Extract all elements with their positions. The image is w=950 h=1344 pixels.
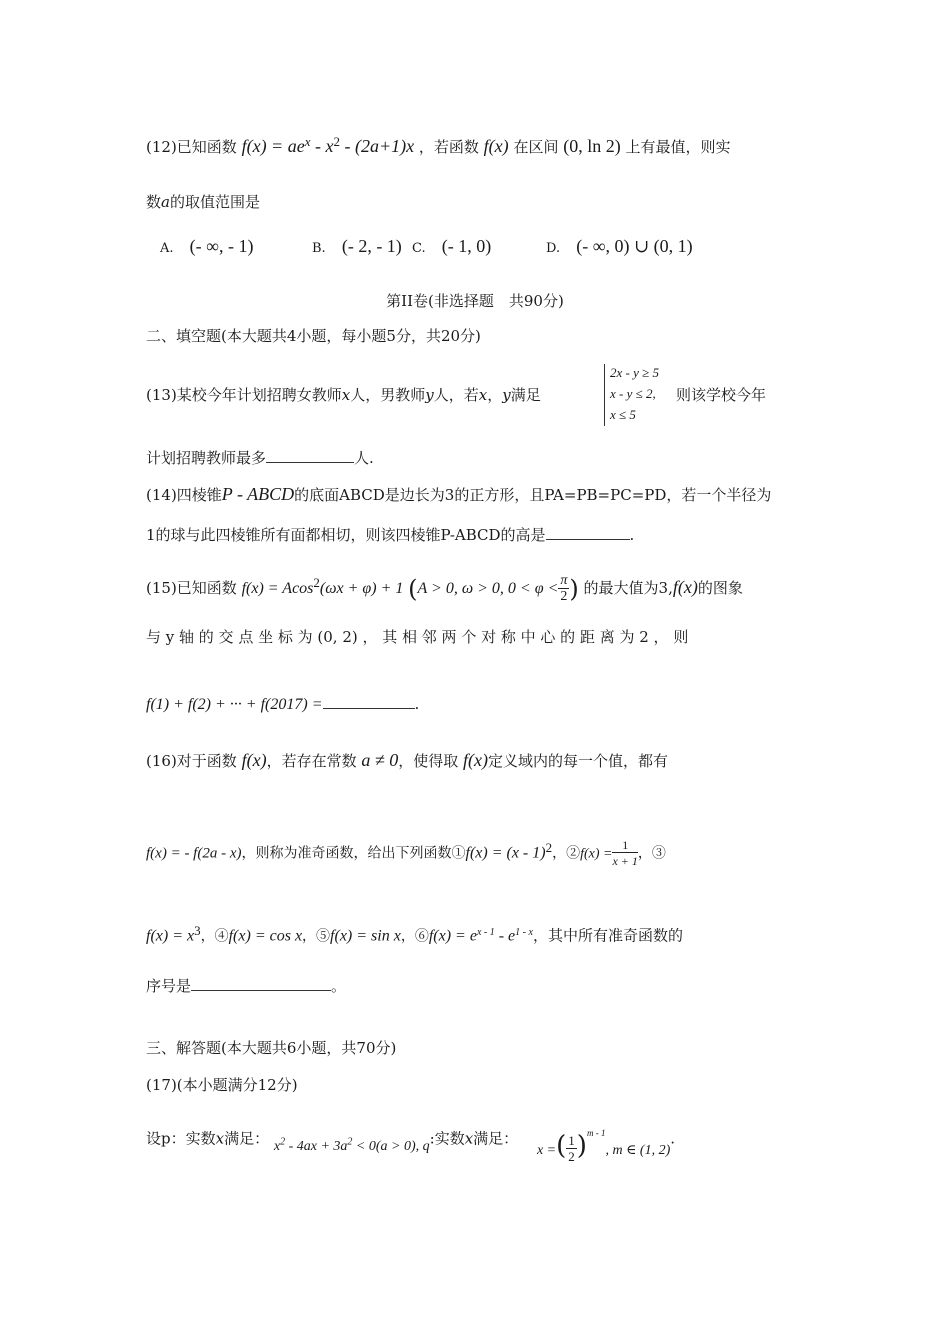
q12-option-b-value: (- 2, - 1): [341, 236, 402, 256]
q16-line4-text: 序号是: [146, 977, 192, 995]
q12-line2-var: a: [161, 193, 170, 211]
q17-text-a: 设p：实数: [146, 1129, 216, 1148]
q16-sep-5: ，⑤: [302, 928, 331, 945]
q16-function-3: f(x) = x: [146, 927, 195, 945]
q16-definition: f(x) = - f(2a - x): [146, 845, 242, 862]
q12-suffix: 上有最值，则实: [625, 138, 731, 156]
q13-var-x-2: x: [478, 386, 488, 404]
q12-interval: (0, ln 2): [563, 136, 621, 156]
q12-f2: f(x): [483, 136, 509, 156]
q16-line1: [146, 750, 668, 771]
q12-option-a-label: A.: [160, 241, 174, 256]
q17-ineq-rest: - 4ax + 3a: [285, 1138, 348, 1154]
q12-prefix: (12)已知函数: [146, 138, 237, 156]
q16-sep-2: ，②: [552, 845, 581, 862]
q16-function-6-mid: - e: [494, 927, 516, 945]
q16-answer-blank[interactable]: [191, 976, 331, 991]
q13-answer-blank[interactable]: [266, 448, 354, 463]
q14-pyramid: P - ABCD: [221, 484, 295, 504]
q17-half-numerator: 1: [568, 1133, 575, 1148]
q16-line4: [146, 976, 346, 996]
q13-text-b: 人，男教师: [350, 386, 426, 404]
q16-function-6: f(x) = e: [428, 927, 477, 945]
q17-text-d: 满足：: [473, 1129, 519, 1148]
q14-line2-text: 1的球与此四棱锥所有面都相切，则该四棱锥P-ABCD的高是: [146, 526, 546, 544]
q16-function-2: f(x) =: [580, 846, 613, 862]
q12-option-b: [312, 236, 402, 259]
q13-line2-text: 计划招聘教师最多: [146, 449, 267, 467]
q13-text-a: (13)某校今年计划招聘女教师: [146, 386, 342, 404]
q12-option-c: [412, 236, 491, 259]
q17-text-c: :实数: [429, 1129, 465, 1148]
q16-sep-4: ，④: [200, 928, 229, 945]
q16-function-2-denominator: x + 1: [612, 854, 638, 869]
q17-ineq-square: 2: [280, 1135, 286, 1147]
q13-text-e: 满足: [510, 386, 541, 404]
q15-function: f(x) = Acos: [241, 580, 314, 597]
part2-title: 第II卷(非选择题 共90分): [386, 292, 564, 310]
q16-condition: a ≠ 0: [361, 750, 399, 770]
q17-x-equals: x =: [536, 1142, 557, 1158]
q17-ineq-square-2: 2: [347, 1135, 353, 1147]
q12-option-b-label: B.: [312, 241, 326, 256]
q15-function-rest: (ωx + φ) + 1: [319, 580, 404, 597]
q16-function-2-numerator: 1: [612, 838, 637, 853]
q16-line2-text: ，则称为准奇函数，给出下列函数①: [241, 845, 466, 862]
q17-text-b: 满足：: [224, 1129, 270, 1148]
q15-text-b: 的最大值为3,: [583, 579, 673, 597]
q15-pi-over-2: [558, 574, 569, 605]
q16-sep-6: ，⑥: [400, 928, 429, 945]
q15-line3: [146, 694, 419, 715]
q16-fx-2: f(x): [463, 750, 489, 770]
section3-heading: 三、解答题(本大题共6小题，共70分): [146, 1039, 397, 1057]
q15-text-a: (15)已知函数: [146, 579, 237, 597]
q16-text-d: 定义域内的每一个值，都有: [488, 752, 669, 770]
q17-ineq-tail: < 0(a > 0), q: [352, 1138, 430, 1154]
q16-text-a: (16)对于函数: [146, 752, 237, 770]
q13-var-y: y: [425, 386, 434, 404]
q17-line1: 设p：实数x满足： $x^2 - 4ax + 3a^2 < 0(a > 0)$, q:实数x满足： x =( $\frac{1}{2}$ )$^{m - 1}$, m ∈ (1, 2).: [146, 1127, 676, 1164]
q12-function: f(x) = ae: [241, 136, 305, 156]
q15-two: 2: [560, 588, 568, 604]
q14-line2-end: .: [629, 526, 635, 544]
q14-answer-blank[interactable]: [546, 525, 630, 540]
q13-var-x: x: [341, 386, 351, 404]
q15-fx: f(x): [672, 577, 698, 597]
q13-system-line1: 2x - y ≥ 5: [610, 365, 660, 380]
q16-function-1: f(x) = (x - 1): [465, 844, 546, 862]
q15-text-c: 的图象: [697, 579, 743, 597]
q12-line2-text: 数: [146, 193, 162, 211]
q12-interval-pre: 在区间: [513, 138, 559, 156]
q17-m-range: , m ∈ (1, 2): [605, 1142, 671, 1158]
q13-system: [610, 362, 659, 425]
q13-text-d: ，: [487, 386, 503, 404]
q12-option-c-label: C.: [412, 241, 426, 256]
q13-var-y-2: y: [502, 386, 511, 404]
q15-sum-expression: f(1) + f(2) + ··· + f(2017) =: [146, 696, 323, 713]
q17-var-x: x: [215, 1129, 225, 1148]
q15-line3-end: .: [414, 695, 420, 713]
q17-var-x-2: x: [464, 1129, 474, 1148]
q15-line2: 与 y 轴 的 交 点 坐 标 为 (0, 2) ， 其 相 邻 两 个 对 称 中 心 的 距 离 为 2 ， 则: [146, 628, 689, 646]
q16-function-2-fraction: [612, 838, 637, 869]
q13-system-brace: [604, 364, 605, 426]
q15-line1: (15)已知函数 f(x) = Acos$^2$(ωx + φ) + 1 (A > 0, ω > 0, 0 < φ < $\frac{\pi}{2}$ ) 的最大值为3,f(x)的图象: [146, 572, 743, 604]
q12-option-a: [160, 236, 253, 259]
section2-heading: 二、填空题(本大题共4小题，每小题5分，共20分): [146, 327, 481, 345]
q16-function-6-exp1: x - 1: [476, 927, 495, 938]
q12-line1: [146, 132, 731, 157]
q16-text-b: ，若存在常数: [266, 752, 357, 770]
q15-function-square: 2: [313, 575, 320, 590]
q15-answer-blank[interactable]: [323, 694, 415, 709]
q13-system-line2: x - y ≤ 2,: [610, 386, 656, 401]
q16-text-c: ，使得取: [398, 752, 459, 770]
q14-text-a: (14)四棱锥: [146, 486, 222, 504]
q12-option-c-value: (- 1, 0): [441, 236, 492, 256]
q13-line1: [146, 385, 541, 405]
q12-line2-rest: 的取值范围是: [169, 193, 260, 211]
q16-line3-text: ，其中所有准奇函数的: [532, 926, 683, 945]
q12-option-a-value: (- ∞, - 1): [189, 236, 254, 256]
q16-fx: f(x): [241, 750, 267, 770]
q14-line2: [146, 525, 634, 545]
q13-line2: [146, 448, 374, 468]
q16-line3: [146, 921, 683, 947]
q13-line2-end: 人.: [354, 449, 374, 467]
q16-line4-end: 。: [331, 977, 347, 995]
q12-function-exp: x: [304, 134, 311, 149]
q12-option-d: [546, 236, 693, 259]
q13-text-f: 则该学校今年: [676, 386, 767, 404]
q16-function-4: f(x) = cos x: [228, 927, 303, 945]
q12-option-d-label: D.: [546, 241, 561, 256]
q16-function-6-exp2: 1 - x: [515, 927, 533, 938]
q13-text-c: 人，若: [433, 386, 479, 404]
q17-inequality: [273, 1135, 430, 1154]
q12-function-square: 2: [333, 134, 340, 149]
q12-function-rest: - x: [310, 136, 334, 156]
q17-half: [566, 1134, 577, 1165]
q17-half-denominator: 2: [568, 1149, 575, 1164]
q16-sep-3: ，③: [637, 845, 666, 862]
q17-exponent: m - 1: [586, 1127, 606, 1138]
q12-line2: [146, 192, 260, 212]
q12-option-d-value: (- ∞, 0) ∪ (0, 1): [576, 236, 693, 256]
q12-mid: ，若函数: [418, 138, 479, 156]
q14-text-b: 的底面ABCD是边长为3的正方形，且PA=PB=PC=PD，若一个半径为: [294, 486, 772, 504]
q16-function-1-square: 2: [545, 840, 553, 855]
q16-function-3-exp: 3: [194, 923, 201, 938]
q15-condition: A > 0, ω > 0, 0 < φ <: [417, 580, 559, 597]
q16-function-5: f(x) = sin x: [330, 927, 401, 945]
q17-title: (17)(本小题满分12分): [146, 1076, 298, 1094]
q12-function-tail: - (2a+1)x: [339, 136, 415, 156]
q13-system-line3: x ≤ 5: [610, 407, 636, 422]
q14-line1: [146, 484, 771, 505]
q16-line2: [146, 838, 666, 869]
q15-pi: π: [560, 572, 568, 588]
q17-end: .: [670, 1129, 676, 1148]
q17-ineq-x: x: [273, 1138, 281, 1154]
